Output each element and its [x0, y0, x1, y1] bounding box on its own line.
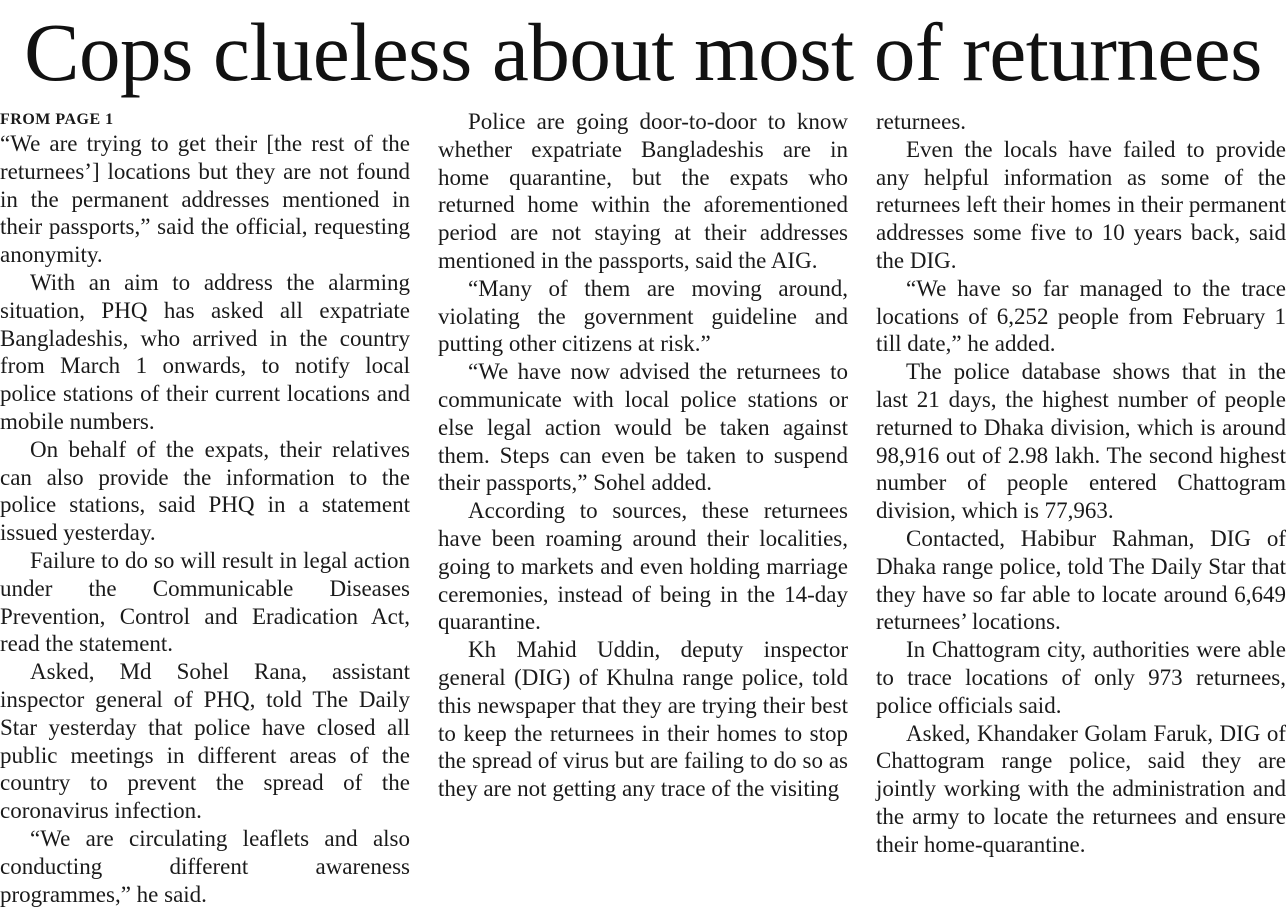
- paragraph: Asked, Khandaker Golam Faruk, DIG of Chattogram range police, said they are jointly working with the administration and the army to locate the returnees and ensure their home-quarantine.: [876, 720, 1286, 857]
- jump-line: FROM PAGE 1: [0, 111, 114, 128]
- paragraph: In Chattogram city, authorities were able to trace locations of only 973 returnees, police officials said.: [876, 637, 1286, 718]
- paragraph: “We have so far managed to the trace locations of 6,252 people from February 1 till date,” he added.: [876, 275, 1286, 357]
- paragraph: Even the locals have failed to provide any helpful information as some of the returnees left their homes in their permanent addresses some five to 10 years back, said the DIG.: [876, 136, 1286, 273]
- paragraph: “We are trying to get their [the rest of the returnees’] locations but they are not found in the permanent addresses mentioned in their passports,” said the official, requesting anonymity.: [0, 131, 410, 268]
- paragraph: “Many of them are moving around, violating the government guideline and putting other citizens at risk.”: [438, 275, 848, 357]
- paragraph: Police are going door-to-door to know whether expatriate Bangladeshis are in home quarantine, but the expats who returned home within the aforementioned period are not staying at their addresses mentioned in the passports, said the AIG.: [438, 109, 848, 273]
- paragraph: On behalf of the expats, their relatives can also provide the information to the police stations, said PHQ in a statement issued yesterday.: [0, 436, 410, 546]
- headline: Cops clueless about most of returnees: [24, 6, 1262, 98]
- paragraph: According to sources, these returnees have been roaming around their localities, going to markets and even holding marriage ceremonies, instead of being in the 14-day quarantine.: [438, 498, 848, 635]
- paragraph: “We have now advised the returnees to communicate with local police stations or else legal action would be taken against them. Steps can even be taken to suspend their passports,” Sohel added.: [438, 359, 848, 496]
- paragraph: The police database shows that in the last 21 days, the highest number of people returned to Dhaka division, which is around 98,916 out of 2.98 lakh. The second highest number of people entered Chattogram division, which is 77,963.: [876, 359, 1286, 524]
- paragraph: returnees.: [876, 109, 967, 134]
- paragraph: Failure to do so will result in legal action under the Communicable Diseases Prevention, Control and Eradication Act, read the statement.: [0, 547, 410, 657]
- paragraph: Asked, Md Sohel Rana, assistant inspector general of PHQ, told The Daily Star yesterday that police have closed all public meetings in different areas of the country to prevent the spread of the coronavirus infection.: [0, 659, 410, 824]
- paragraph: “We are circulating leaflets and also conducting different awareness programmes,” he said.: [0, 825, 410, 907]
- article-column-3: [876, 108, 1286, 859]
- paragraph: Kh Mahid Uddin, deputy inspector general (DIG) of Khulna range police, told this newspaper that they are trying their best to keep the returnees in their homes to stop the spread of virus but are failing to do so as they are not getting any trace of the visiting: [438, 637, 848, 802]
- paragraph: Contacted, Habibur Rahman, DIG of Dhaka range police, told The Daily Star that they have so far able to locate around 6,649 returnees’ locations.: [876, 525, 1286, 635]
- article-column-1: [0, 110, 410, 908]
- paragraph: With an aim to address the alarming situation, PHQ has asked all expatriate Bangladeshis, who arrived in the country from March 1 onwards, to notify local police stations of their current locations and mobile numbers.: [0, 269, 410, 434]
- article-column-2: [438, 108, 848, 803]
